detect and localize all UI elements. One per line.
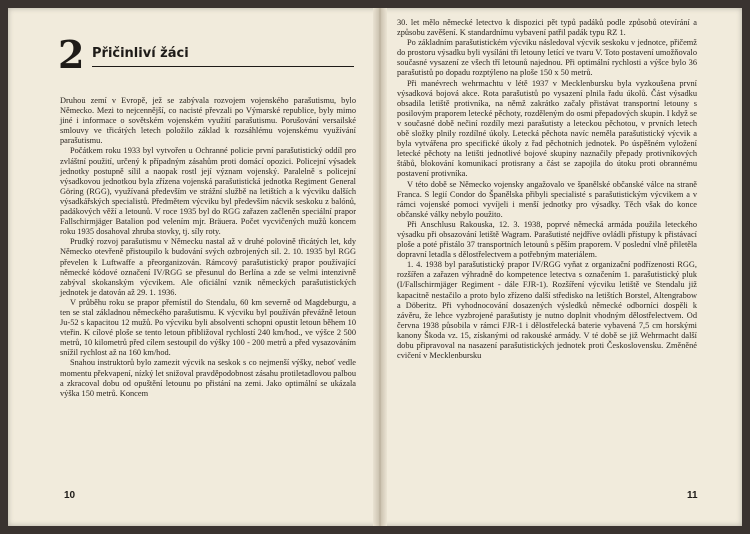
right-page-text — [397, 18, 697, 361]
paragraph: V této době se Německo vojensky angažovalo ve španělské občanské válce na straně Franca. S legií Condor do Španělska přibyli specialisté s parašutistickým výcvikem a v rámci vojenské pomoci vyvíjeli i menší jednotky pro výsadky. Těch však do konce občanské války nebylo použito. — [397, 179, 697, 219]
paragraph: Po základním parašutistickém výcviku následoval výcvik seskoku v jednotce, přičemž do prostoru výsadku byli vysíláni tři letouny letící ve tvaru V. Toto postavení umožňovalo současné vysazení ze všech tří letounů najednou. Při optimální rychlosti a výšce bylo 36 parašutistů po dopadu rozptýleno na ploše 150 x 50 metrů. — [397, 38, 697, 78]
page-number: 11 — [687, 490, 698, 501]
paragraph: Snahou instruktorů bylo zamezit výcvik na seskok s co nejmenší výšky, neboť vedle momentu překvapení, nízký let snižoval pravděpodobnost zásahu protiletadlovou palbou a zkracoval dobu od opuštění letounu po přistání na zemi. Jako optimální se ukázala výška 150 metrů. Koncem — [60, 358, 356, 398]
page-number: 10 — [64, 490, 76, 501]
chapter-number: 2 — [58, 32, 85, 77]
book-spread — [8, 8, 742, 526]
chapter-title: Přičinliví žáci — [92, 46, 189, 61]
paragraph: Při Anschlusu Rakouska, 12. 3. 1938, poprvé německá armáda použila leteckého výsadku při obsazování letiště Wagram. Parašutisté nejdříve ovládli přístupy k přistávací ploše a poté přistálo 37 transportních letounů s pěším praporem. V poslední vlně přiletěla dopravní letadla s dělostřelectvem a potřebným materiálem. — [397, 219, 697, 260]
paragraph: Počátkem roku 1933 byl vytvořen u Ochranné policie první parašutistický oddíl pro zvláštní použití, určený k případným zásahům proti domácí opozici. Policejní výsadek jednotky postupně sílil a naopak rostl její význam vojenský. Paralelně s policejní výsadkovou jednotkou byla zřízena vojenská parašutistická jednotka Regiment General Göring (RGG), využívaná především ve strážní službě na letištích a k výcviku dalších výsadkářských specialistů. Předmětem výcviku byl především nácvik seskoku z balónů, padákových věží a letounů. V roce 1935 byl do RGG zařazen začleněn speciální prapor Fallschirmjäger Batalion pod velením mjr. Bräuera. Počet vycvičených mužů koncem roku 1935 dosahoval zhruba stovky, tj. síly roty. — [60, 146, 356, 237]
paragraph: V průběhu roku se prapor přemístil do Stendalu, 60 km severně od Magdeburgu, a ten se stal základnou německého parašutismu. K výcviku byl používán převážně letoun Ju-52 s kapacitou 12 mužů. Po výcviku byli absolventi schopni opustit letoun během 10 vteřin. K cílové ploše se tento letoun přibližoval rychlostí 240 km/hod., ve výšce 2 500 metrů, 10 kilometrů před cílem sestoupil do výšky 100 - 200 metrů a před vysazováním snížil rychlost až na 160 km/hod. — [60, 297, 356, 358]
right-page — [387, 8, 742, 526]
left-page-text — [60, 96, 356, 399]
paragraph: Prudký rozvoj parašutismu v Německu nastal až v druhé polovině třicátých let, kdy Německo otevřeně přistoupilo k budování svých ozbrojených sil. 2. 10. 1935 byl RGG převelen k Luftwaffe a přeorganizován. Rámcový parašutistický prapor používající německé kódové označení IV/RGG se přesunul do Berlína a zde se velmi intenzivně zabýval skokanským výcvikem. Ale oficiální vznik německých parašutistických jednotek je datován až 29. 1. 1936. — [60, 237, 356, 297]
left-page — [8, 8, 373, 526]
book-gutter — [373, 8, 387, 526]
chapter-heading — [58, 32, 358, 78]
chapter-rule — [92, 66, 354, 67]
paragraph: Při manévrech wehrmachtu v létě 1937 v Mecklenbursku byla vyzkoušena první výsadková bojová akce. Rota parašutistů po vysazení plnila řadu úkolů. Část výsadku obsadila letiště protivníka, na němž zakrátko začaly přistávat transportní letouny s posilovým praporem letecké pěchoty, rozděleným do osmi přepadových skupin. I když se v současné době nečiní rozdíly mezi parašutisty a leteckou pěchotou, v prvních letech obě složky plnily rozdílné úkoly. Letecká pěchota navíc neměla parašutistický výcvik a byla vytvářena pro specifické úkoly z řad pěchotních jednotek. Po úspěšném vyložení letecké pěchoty na letišti jednotlivé bojové skupiny naznačily přepady protivníkových štábů, blokování komunikací protisrany a část se zapojila do útoku proti obrannému postavení protivníka. — [397, 78, 697, 179]
paragraph: Druhou zemí v Evropě, jež se zabývala rozvojem vojenského parašutismu, bylo Německo. Mezi to nejcennější, co nacisté převzali po Výmarské republice, byly mimo jiné i informace o sovětském vojenském využití parašutismu. Porušování versailské smlouvy ve třicátých letech položilo základ k rozsáhlému vojenskému využívání parašutismu. — [60, 96, 356, 146]
paragraph: 1. 4. 1938 byl parašutistický prapor IV/RGG vyňat z organizační podřízenosti RGG, rozšířen a zařazen výhradně do kompetence letectva s označením 1. parašutistický pluk (I/Fallschirmjäger Regiment - dále FJR-1). Rozšíření výcviku letiště ve Stendalu již kapacitně nestačilo a proto bylo zřízeno další středisko na letištích Borstel, Altengrabow a Döberitz. Při vyhodnocování dosazených výsledků německé odborníci dospěli k závěru, že lehce vyzbrojené parašutisty je nutno doplnit vhodným dělostřelectvem. Od června 1938 působila v rámci FJR-1 i dělostřelecká baterie vybavená 7,5 cm horskými kanony Škoda vz. 15, získanými od rakouské armády. V té době se již Wehrmacht další dobu připravoval na nasazení parašutistických jednotek proti Československu. Změněné cvičení v Mecklenbursku — [397, 260, 697, 361]
paragraph: 30. let mělo německé letectvo k dispozici pět typů padáků podle způsobů otevírání a způsobu zavěšení. K standardnímu vybavení patřil padák typu RZ 1. — [397, 18, 697, 38]
